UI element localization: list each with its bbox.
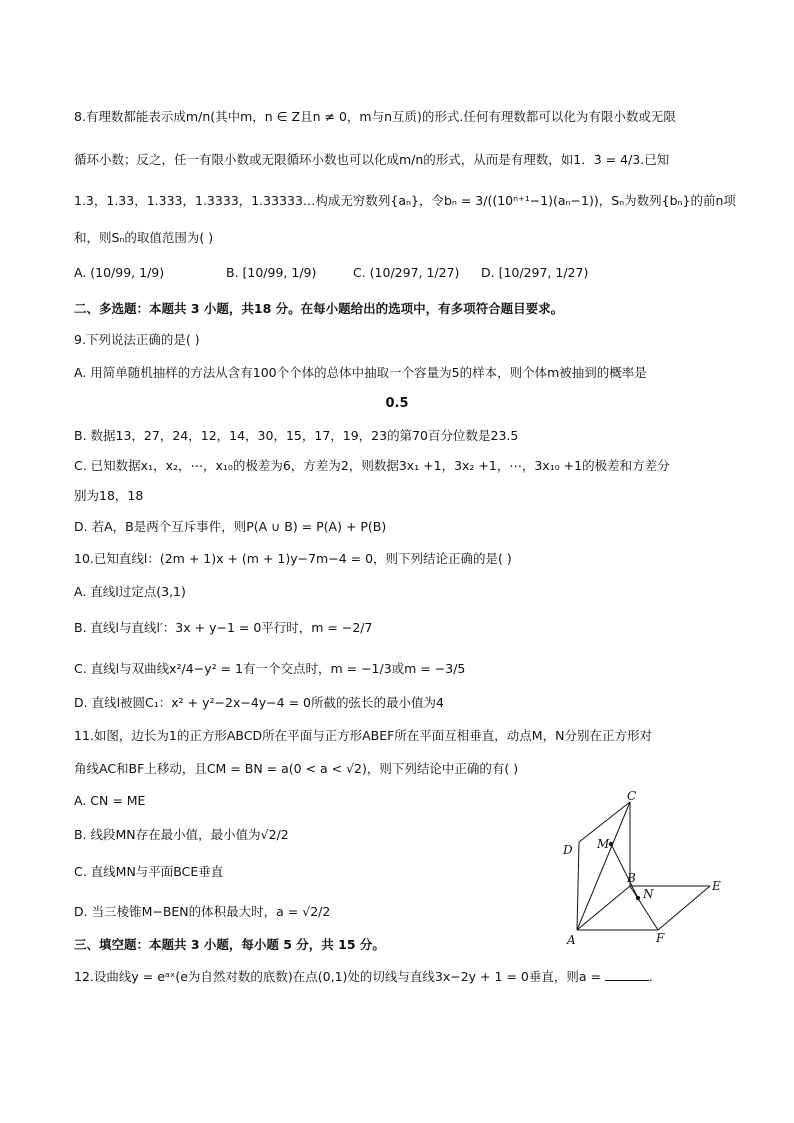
q8-option-b: B. [10/99, 1/9): [226, 265, 317, 280]
q11-option-a: A. CN = ME: [74, 793, 146, 808]
label-a: A: [567, 933, 576, 947]
q11-line1: 11.如图，边长为1的正方形ABCD所在平面与正方形ABEF所在平面互相垂直，动点M，N分别在正方形对: [74, 728, 652, 743]
label-b: B: [627, 871, 636, 885]
q12-line: [74, 968, 653, 986]
q9-stem: 9.下列说法正确的是( ): [74, 332, 200, 347]
label-d: D: [563, 843, 573, 857]
q10-option-d: D. 直线l被圆C₁：x² + y²−2x−4y−4 = 0所截的弦长的最小值为4: [74, 695, 444, 710]
q9-option-c-line2: 别为18，18: [74, 488, 144, 503]
q8-line4: 和，则Sₙ的取值范围为( ): [74, 230, 214, 245]
q8-line1: 8.有理数都能表示成m/n(其中m，n ∈ Z且n ≠ 0，m与n互质)的形式.任何有理数都可以化为有限小数或无限: [74, 109, 676, 124]
q11-option-d: D. 当三棱锥M−BEN的体积最大时，a = √2/2: [74, 904, 331, 919]
label-f: F: [656, 931, 665, 945]
q8-line3: 1.3，1.33，1.333，1.3333，1.33333…构成无穷数列{aₙ}，令bₙ = 3/((10ⁿ⁺¹−1)(aₙ−1))，Sₙ为数列{bₙ}的前n项: [74, 193, 736, 208]
q8-option-d: D. [10/297, 1/27): [481, 265, 589, 280]
q9-option-b: B. 数据13，27，24，12，14，30，15，17，19，23的第70百分位数是23.5: [74, 428, 519, 443]
q9-option-a: A. 用简单随机抽样的方法从含有100个个体的总体中抽取一个容量为5的样本，则个体m被抽到的概率是: [74, 365, 647, 380]
label-e: E: [712, 879, 721, 893]
q8-option-a: A. (10/99, 1/9): [74, 265, 165, 280]
q11-option-b: B. 线段MN存在最小值，最小值为√2/2: [74, 827, 289, 842]
q9-option-a-value: 0.5: [385, 396, 409, 411]
q9-option-d: D. 若A，B是两个互斥事件，则P(A ∪ B) = P(A) + P(B): [74, 519, 387, 534]
q9-option-c-line1: C. 已知数据x₁，x₂，⋯，x₁₀的极差为6，方差为2，则数据3x₁ +1，3x₂ +1，⋯，3x₁₀ +1的极差和方差分: [74, 458, 670, 473]
q12-end: .: [648, 969, 653, 984]
point-n-dot: [636, 896, 640, 900]
q10-stem: 10.已知直线l：(2m + 1)x + (m + 1)y−7m−4 = 0，则下列结论正确的是( ): [74, 551, 512, 566]
q12-answer-blank[interactable]: [605, 968, 649, 981]
label-n: N: [643, 887, 654, 901]
q11-geometry-figure: [555, 790, 735, 950]
label-m: M: [597, 837, 610, 851]
q10-option-c: C. 直线l与双曲线x²/4−y² = 1有一个交点时，m = −1/3或m = −3/5: [74, 661, 466, 676]
q8-option-c: C. (10/297, 1/27): [353, 265, 460, 280]
q11-line2: 角线AC和BF上移动，且CM = BN = a(0 < a < √2)，则下列结论中正确的有( ): [74, 761, 519, 776]
section-fill-in-heading: 三、填空题：本题共 3 小题，每小题 5 分，共 15 分。: [74, 937, 385, 952]
section-multiple-choice-heading: 二、多选题：本题共 3 小题，共18 分。在每小题给出的选项中，有多项符合题目要求。: [74, 301, 564, 316]
q11-option-c: C. 直线MN与平面BCE垂直: [74, 864, 224, 879]
q10-option-b: B. 直线l与直线l′：3x + y−1 = 0平行时，m = −2/7: [74, 620, 373, 635]
q12-stem: 12.设曲线y = eᵃˣ(e为自然对数的底数)在点(0,1)处的切线与直线3x−2y + 1 = 0垂直，则a =: [74, 969, 605, 984]
label-c: C: [627, 790, 637, 803]
q8-line2: 循环小数；反之，任一有限小数或无限循环小数也可以化成m/n的形式，从而是有理数，如1．3̇ = 4/3.已知: [74, 152, 670, 167]
q10-option-a: A. 直线l过定点(3,1): [74, 584, 186, 599]
point-m-dot: [609, 842, 613, 846]
